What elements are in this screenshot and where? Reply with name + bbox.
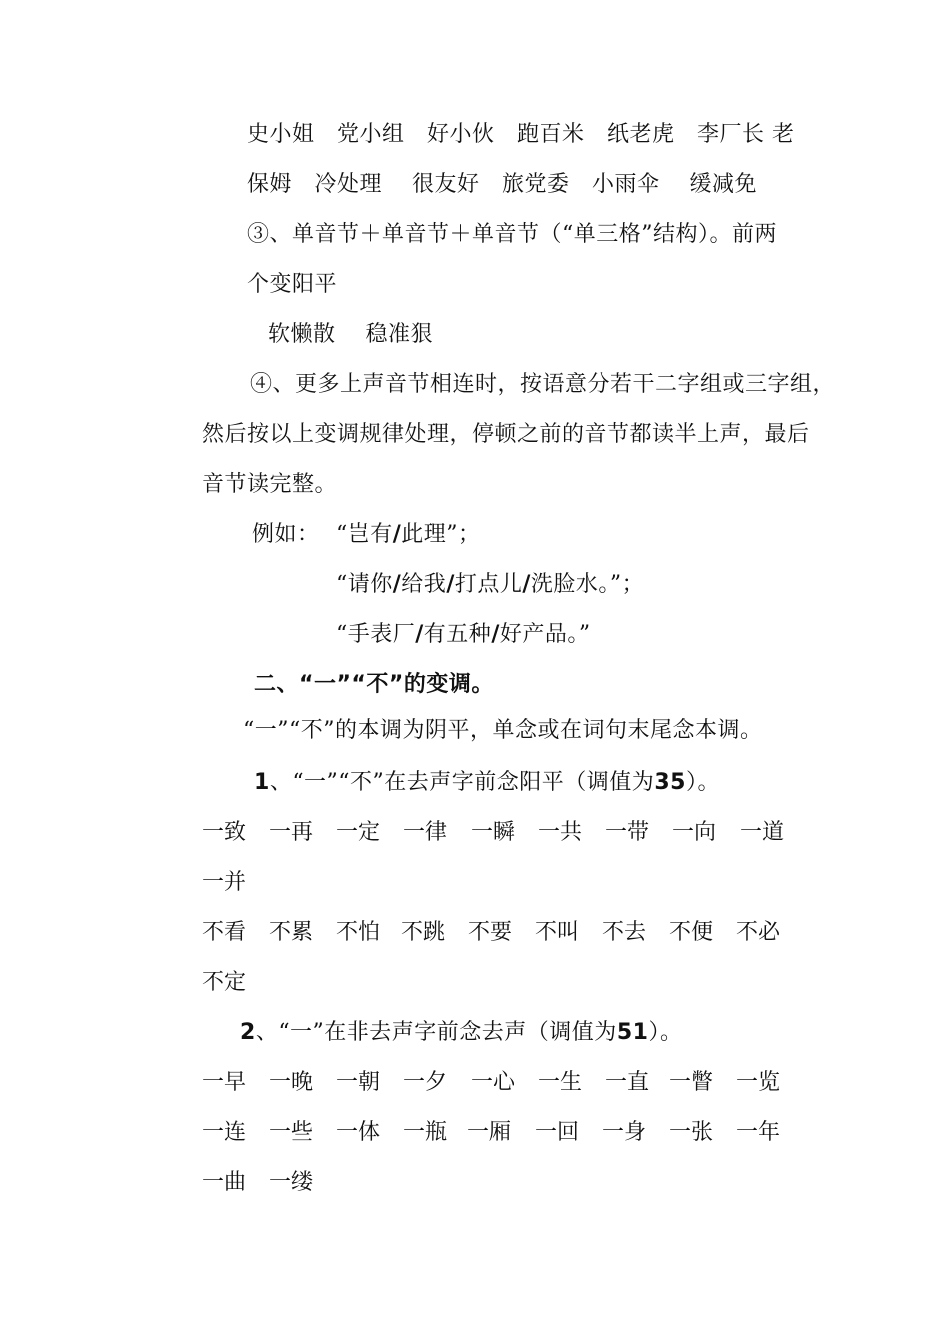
word: 一致 — [202, 820, 247, 845]
word-row-5 — [0, 1068, 950, 1098]
word: 不去 — [602, 920, 647, 945]
word: 不跳 — [401, 920, 446, 945]
slash-mark: / — [446, 572, 455, 597]
word: 一早 — [202, 1070, 247, 1095]
word: 一瞥 — [669, 1070, 714, 1095]
word-row-2 — [0, 868, 950, 898]
word: 一晚 — [269, 1070, 314, 1095]
text-line-8: 音节读完整。 — [202, 472, 338, 497]
word: 一瞬 — [471, 820, 516, 845]
word: 不看 — [202, 920, 247, 945]
word-row-3 — [0, 918, 950, 948]
word: 一年 — [736, 1120, 781, 1145]
word: 一缕 — [269, 1170, 314, 1195]
rule-2-number: 2 — [240, 1020, 256, 1045]
word: 一道 — [740, 820, 785, 845]
slash-mark: / — [392, 522, 402, 547]
word: 一张 — [669, 1120, 714, 1145]
rule-2 — [240, 1018, 682, 1048]
word: 一再 — [269, 820, 314, 845]
example-3-part-a: “手表厂 — [336, 622, 416, 647]
word: 一共 — [538, 820, 583, 845]
word: 不定 — [202, 970, 247, 995]
word-row-4 — [0, 968, 950, 998]
rule-2-end: ）。 — [648, 1020, 683, 1045]
word: 一朝 — [336, 1070, 381, 1095]
example-1-part-b: 此理”； — [401, 522, 481, 547]
word: 不要 — [468, 920, 513, 945]
word: 一定 — [336, 820, 381, 845]
example-2-part-d: 洗脸水。”； — [530, 572, 645, 597]
word: 不便 — [669, 920, 714, 945]
text-line-3: ③、单音节＋单音节＋单音节（“单三格”结构）。前两 — [247, 222, 777, 247]
text-line-2: 保姆 冷处理 很友好 旅党委 小雨伞 缓减免 — [247, 172, 757, 197]
example-1 — [336, 520, 481, 550]
word: 一回 — [535, 1120, 580, 1145]
example-3-part-b: 有五种 — [423, 622, 492, 647]
word: 一带 — [605, 820, 650, 845]
word: 一夕 — [403, 1070, 448, 1095]
word: 一瓶 — [403, 1120, 448, 1145]
slash-mark: / — [491, 622, 500, 647]
text-line-7: 然后按以上变调规律处理，停顿之前的音节都读半上声，最后 — [202, 422, 810, 447]
rule-1-end: ）。 — [685, 770, 720, 795]
word: 一向 — [672, 820, 717, 845]
example-label: 例如： — [252, 522, 320, 547]
word: 一厢 — [467, 1120, 512, 1145]
example-2-part-c: 打点儿 — [454, 572, 523, 597]
slash-mark: / — [415, 622, 424, 647]
word: 一律 — [403, 820, 448, 845]
rule-2-value: 51 — [616, 1020, 649, 1045]
word: 不累 — [269, 920, 314, 945]
text-line-4: 个变阳平 — [247, 272, 338, 297]
word: 一连 — [202, 1120, 247, 1145]
word: 一览 — [736, 1070, 781, 1095]
example-2-part-b: 给我 — [401, 572, 447, 597]
word: 一体 — [336, 1120, 381, 1145]
example-2-part-a: “请你 — [336, 572, 393, 597]
word: 不必 — [736, 920, 781, 945]
rule-1-number: 1 — [254, 770, 270, 795]
word-row-1 — [0, 818, 950, 848]
slash-mark: / — [392, 572, 402, 597]
text-line-5: 软懒散 稳准狠 — [268, 322, 433, 347]
example-3 — [336, 620, 591, 650]
intro-line: “一”“不”的本调为阴平，单念或在词句末尾念本调。 — [243, 718, 763, 743]
example-3-part-c: 好产品。” — [499, 622, 591, 647]
word: 一心 — [471, 1070, 516, 1095]
example-1-part-a: “岂有 — [336, 522, 393, 547]
word: 一生 — [538, 1070, 583, 1095]
rule-1-text: 、“一”“不”在去声字前念阳平（调值为 — [269, 770, 655, 795]
word: 一并 — [202, 870, 247, 895]
word: 一直 — [605, 1070, 650, 1095]
section-heading-2: 二、“一”“不”的变调。 — [254, 672, 494, 697]
rule-2-text: 、“一”在非去声字前念去声（调值为 — [255, 1020, 617, 1045]
word: 一些 — [269, 1120, 314, 1145]
word-row-7 — [0, 1168, 950, 1198]
word: 一身 — [602, 1120, 647, 1145]
word-row-6 — [0, 1118, 950, 1148]
example-2 — [336, 570, 644, 600]
word: 不怕 — [336, 920, 381, 945]
word: 一曲 — [202, 1170, 247, 1195]
rule-1-value: 35 — [654, 770, 686, 795]
slash-mark: / — [522, 572, 531, 597]
text-line-6: ④、更多上声音节相连时，按语意分若干二字组或三字组， — [250, 372, 836, 397]
word: 不叫 — [535, 920, 580, 945]
rule-1 — [254, 768, 720, 798]
text-line-1: 史小姐 党小组 好小伙 跑百米 纸老虎 李厂长 老 — [247, 122, 795, 147]
